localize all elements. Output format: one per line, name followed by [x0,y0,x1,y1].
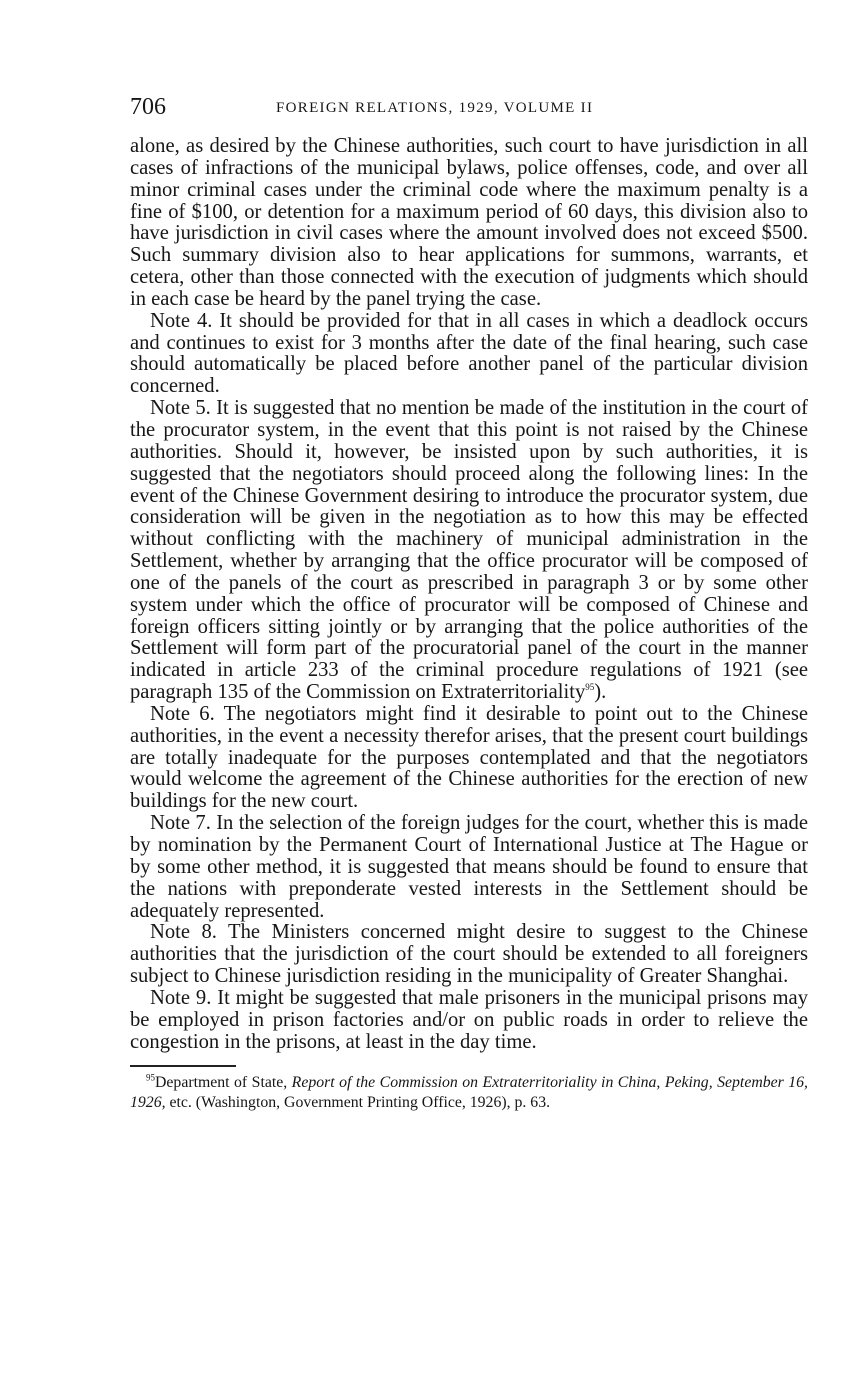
footnote-reference: 95 [585,682,595,693]
footnote-tail: etc. (Washington, Government Printing Office, 1926), p. 63. [165,1093,551,1111]
note-8: Note 8. The Ministers concerned might desire to suggest to the Chinese authorities that the jurisdiction of the court should be extended to all foreigners subject to Chinese jurisdiction residing in the municipality of Greater Shanghai. [130,921,808,988]
page-number: 706 [130,94,166,120]
body-text [130,136,808,1053]
paragraph-continuation: alone, as desired by the Chinese authorities, such court to have jurisdiction in all cases of infractions of the municipal bylaws, police offenses, code, and over all minor criminal cases under the criminal code where the maximum penalty is a fine of $100, or detention for a maximum period of 60 days, this division also to have jurisdiction in civil cases where the amount involved does not exceed $500. Such summary division also to hear applications for summons, warrants, et cetera, other than those connected with the execution of judgments which should in each case be heard by the panel trying the case. [130,135,808,310]
running-title: FOREIGN RELATIONS, 1929, VOLUME II [276,100,594,116]
note-6: Note 6. The negotiators might find it desirable to point out to the Chinese authorities, in the event a necessity therefor arises, that the present court buildings are totally inadequate for the purposes contemplated and that the negotiators would welcome the agreement of the Chinese authorities for the erection of new buildings for the new court. [130,702,808,813]
footnote-marker: 95 [146,1073,155,1084]
footnote [130,1073,808,1112]
note-5-text: Note 5. It is suggested that no mention be made of the institution in the court of the procurator system, in the event that this point is not raised by the Chinese authorities. Should it, however, be insisted upon by such authorities, it is suggested that the negotiators should proceed along the following lines: In the event of the Chinese Government desiring to introduce the procurator system, due consideration will be given in the negotiation as to how this may be effected without conflicting with the machinery of municipal administration in the Settlement, whether by arranging that the office procurator will be composed of one of the panels of the court as prescribed in paragraph 3 or by some other system under which the office of procurator will be composed of Chinese and foreign officers sitting jointly or by arranging that the police authorities of the Settlement will form part of the procuratorial panel of the court in the manner indicated in article 233 of the criminal procedure regulations of 1921 (see paragraph 135 of the Commission on Extraterritoriality [130,397,808,704]
note-5-end: ). [594,681,607,704]
note-4: Note 4. It should be provided for that in all cases in which a deadlock occurs and continues to exist for 3 months after the date of the final hearing, such case should automatically be placed before another panel of the particular division concerned. [130,309,808,398]
footnote-lead: Department of State, [155,1074,292,1092]
note-7: Note 7. In the selection of the foreign judges for the court, whether this is made by nomination by the Permanent Court of International Justice at The Hague or by some other method, it is suggested that means should be found to ensure that the nations with preponderate vested interests in the Settlement should be adequately represented. [130,812,808,922]
note-5 [130,398,808,704]
footnote-divider [130,1065,236,1067]
footnote-title: Report of the Commission on Extraterritoriality in China, Peking, September 16, 1926, [130,1074,809,1111]
running-head [130,92,808,122]
note-9: Note 9. It might be suggested that male prisoners in the municipal prisons may be employed in prison factories and/or on public roads in order to relieve the congestion in the prisons, at least in the day time. [130,986,808,1053]
document-page [130,92,808,1112]
